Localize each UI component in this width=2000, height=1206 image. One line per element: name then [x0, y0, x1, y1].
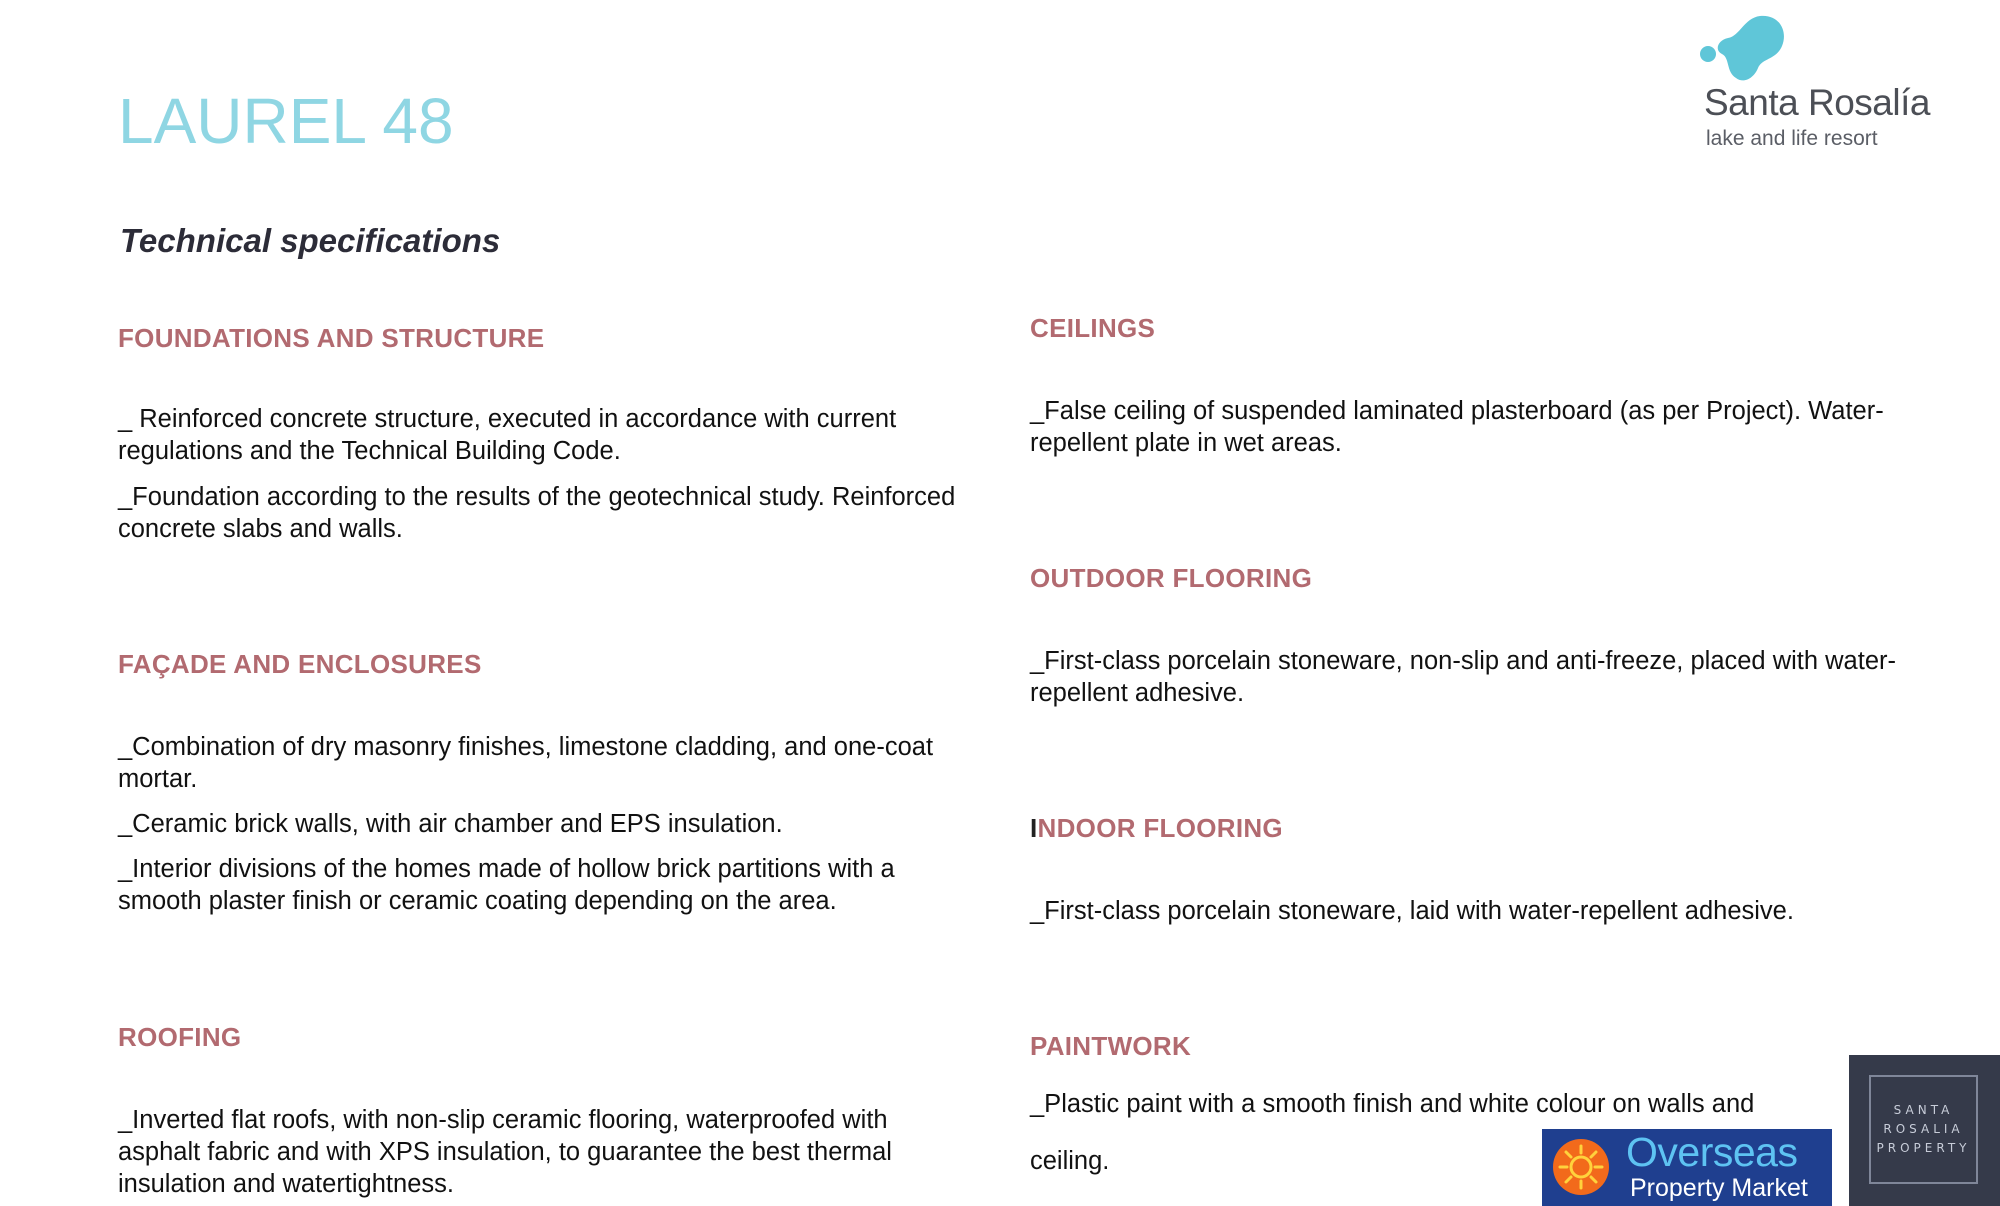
badge-line-1: SANTA — [1893, 1103, 1954, 1117]
section-heading-indoor-flooring — [1030, 813, 1283, 844]
badge-line-2: ROSALIA — [1883, 1122, 1964, 1136]
property-market-word: Property Market — [1630, 1174, 1808, 1202]
facade-paragraph-3: _Interior divisions of the homes made of hollow brick partitions with a smooth plaster finish or ceramic coating depending on the area. — [118, 855, 895, 915]
foundations-paragraph-1: _ Reinforced concrete structure, executed in accordance with current regulations and the Technical Building Code. — [118, 405, 897, 465]
roofing-paragraph-1: _Inverted flat roofs, with non-slip ceramic flooring, waterproofed with asphalt fabric and with XPS insulation, to guarantee the best thermal insulation and watertightness. — [118, 1106, 892, 1198]
section-heading-outdoor-flooring: OUTDOOR FLOORING — [1030, 563, 1313, 593]
ceilings-paragraph-1: _False ceiling of suspended laminated plasterboard (as per Project). Water-repellent plate in wet areas. — [1030, 397, 1884, 457]
badge-line-3: PROPERTY — [1876, 1141, 1971, 1155]
outdoor-flooring-paragraph-1: _First-class porcelain stoneware, non-slip and anti-freeze, placed with water-repellent adhesive. — [1030, 647, 1896, 707]
paintwork-paragraph-1: _Plastic paint with a smooth finish and white colour on walls and — [1030, 1090, 1755, 1118]
section-heading-ceilings: CEILINGS — [1030, 313, 1156, 343]
santa-rosalia-property-badge — [1849, 1055, 2000, 1206]
section-heading-roofing: ROOFING — [118, 1022, 242, 1052]
section-heading-facade: FAÇADE AND ENCLOSURES — [118, 649, 482, 679]
indoor-flooring-paragraph-1: _First-class porcelain stoneware, laid with water-repellent adhesive. — [1030, 897, 1794, 925]
section-heading-foundations: FOUNDATIONS AND STRUCTURE — [118, 323, 545, 353]
page-subtitle: Technical specifications — [120, 222, 501, 259]
section-heading-paintwork: PAINTWORK — [1030, 1031, 1192, 1061]
overseas-property-market-badge — [1542, 1129, 1832, 1206]
page-title: LAUREL 48 — [118, 85, 454, 157]
logo-name: Santa Rosalía — [1704, 82, 1930, 123]
indoor-heading-rest: NDOOR FLOORING — [1037, 813, 1283, 843]
indoor-heading-initial: I — [1030, 813, 1038, 843]
sun-icon — [1552, 1138, 1610, 1196]
overseas-word: Overseas — [1626, 1129, 1798, 1175]
paintwork-paragraph-2: ceiling. — [1030, 1147, 1110, 1175]
badge-frame — [1869, 1075, 1978, 1184]
facade-paragraph-2: _Ceramic brick walls, with air chamber and EPS insulation. — [118, 810, 783, 838]
logo-tagline: lake and life resort — [1706, 127, 1878, 150]
facade-paragraph-1: _Combination of dry masonry finishes, limestone cladding, and one-coat mortar. — [118, 733, 934, 793]
foundations-paragraph-2: _Foundation according to the results of the geotechnical study. Reinforced concrete slabs and walls. — [118, 483, 956, 543]
